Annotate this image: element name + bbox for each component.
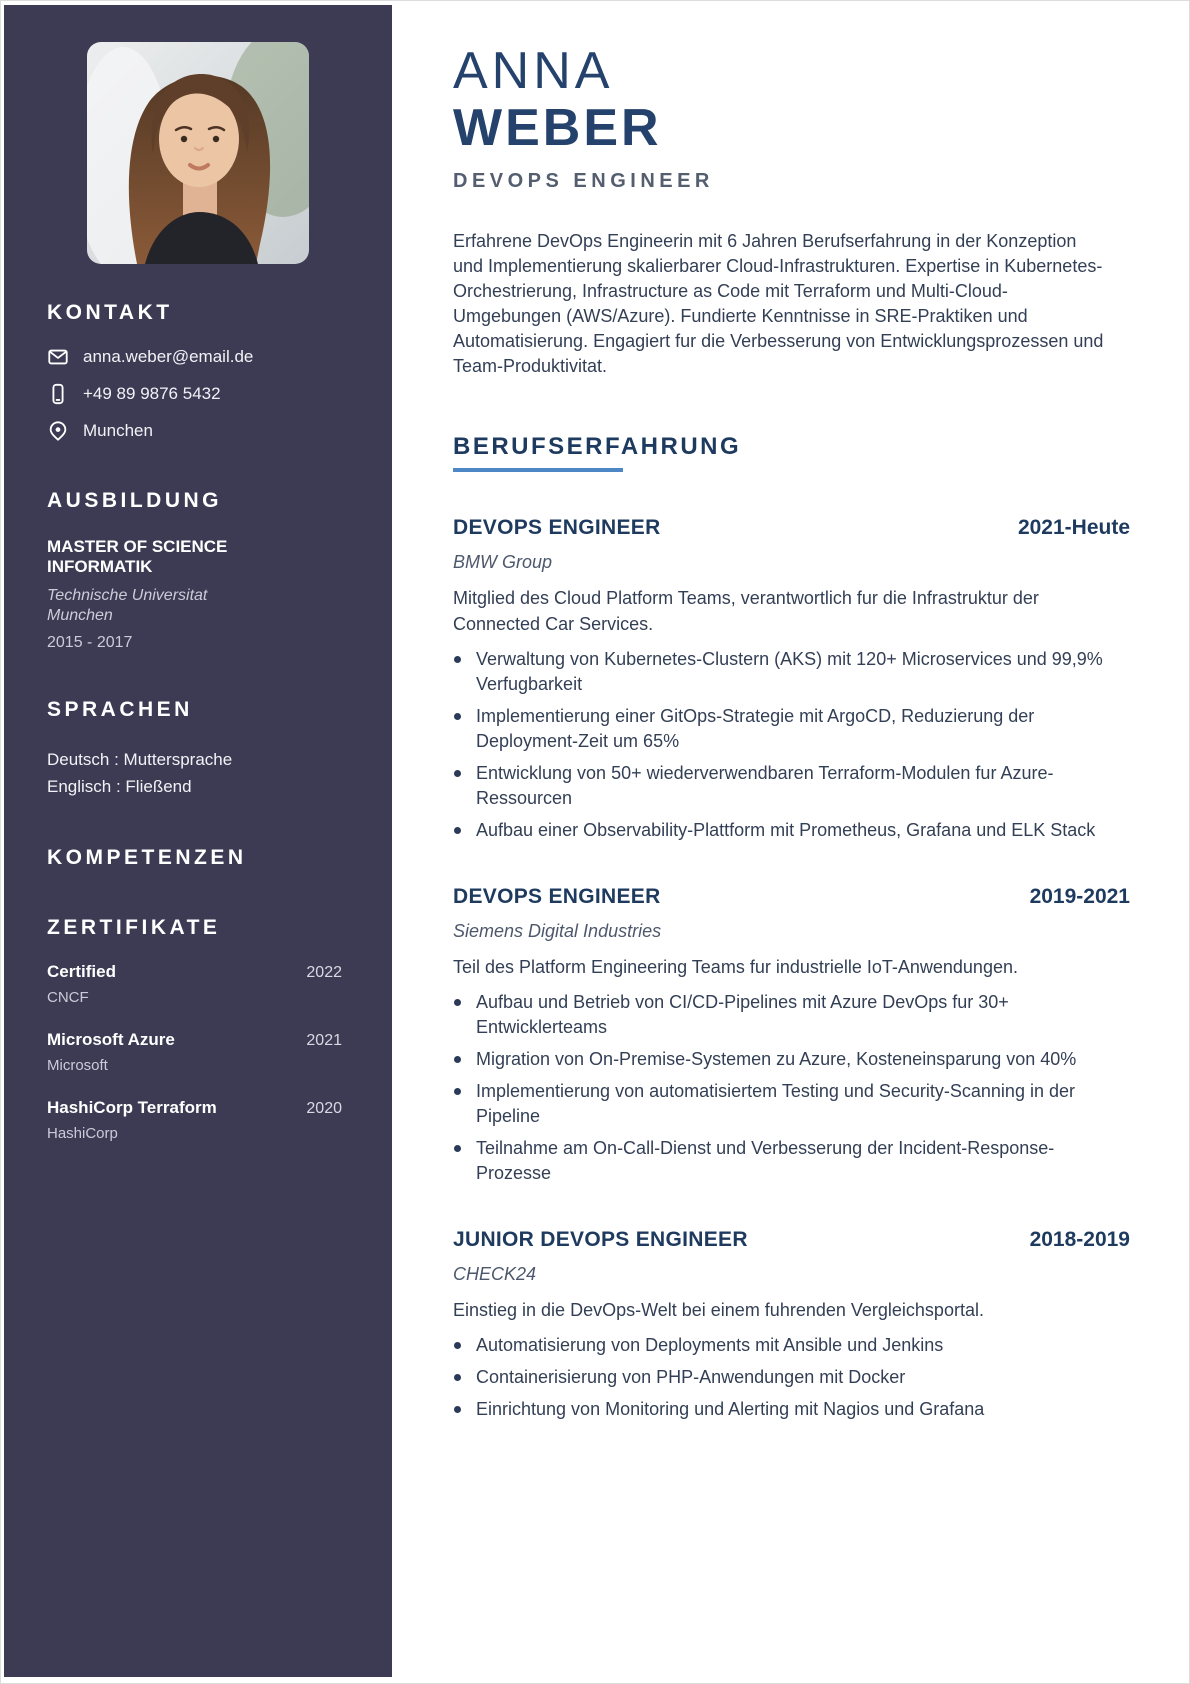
- languages-section: [47, 698, 342, 800]
- certificate-item: [47, 1030, 342, 1074]
- contact-title: KONTAKT: [47, 301, 173, 324]
- experience-section: [453, 433, 1130, 1422]
- sidebar-content: [4, 301, 392, 1182]
- job-entry: [453, 516, 1130, 843]
- job-description: Einstieg in die DevOps-Welt bei einem fuhrenden Vergleichsportal.: [453, 1300, 984, 1320]
- languages-title: SPRACHEN: [47, 698, 193, 721]
- certificates-section: [47, 916, 342, 1142]
- bullet-item: Containerisierung von PHP-Anwendungen mit Docker: [453, 1365, 1126, 1390]
- job-description: Mitglied des Cloud Platform Teams, verantwortlich fur die Infrastruktur der Connected Car Services.: [453, 588, 1039, 634]
- person-name: [453, 43, 1130, 157]
- certificates-list: [47, 962, 342, 1142]
- job-title: JUNIOR DEVOPS ENGINEER: [453, 1228, 748, 1251]
- certificate-item: [47, 962, 342, 1006]
- profile-photo-wrap: [4, 42, 392, 264]
- job-title: DEVOPS ENGINEER: [453, 516, 661, 539]
- bullet-item: Verwaltung von Kubernetes-Clustern (AKS) mit 120+ Microservices und 99,9% Verfugbarkeit: [453, 647, 1126, 697]
- person-job-title: DEVOPS ENGINEER: [453, 170, 714, 192]
- first-name: ANNA: [453, 42, 614, 100]
- certificate-name: Microsoft Azure: [47, 1030, 175, 1049]
- job-description: Teil des Platform Engineering Teams fur industrielle IoT-Anwendungen.: [453, 957, 1018, 977]
- certificate-name: HashiCorp Terraform: [47, 1098, 217, 1117]
- bullet-item: Aufbau und Betrieb von CI/CD-Pipelines mit Azure DevOps fur 30+ Entwicklerteams: [453, 990, 1126, 1040]
- contact-row-phone: [47, 382, 342, 406]
- certificate-year: 2020: [306, 1100, 342, 1117]
- competencies-section: [47, 846, 342, 870]
- job-head: [453, 516, 1130, 540]
- contact-row-location: [47, 419, 342, 443]
- main-content: [392, 5, 1186, 1677]
- language-item: Englisch : Fließend: [47, 777, 192, 796]
- competencies-title: KOMPETENZEN: [47, 846, 247, 869]
- contact-location-text: Munchen: [83, 421, 153, 440]
- education-section: [47, 489, 342, 652]
- portrait-illustration: [87, 42, 309, 264]
- job-bullets: [453, 990, 1126, 1186]
- mail-icon: [47, 346, 69, 368]
- certificate-item: [47, 1098, 342, 1142]
- contact-rows: [47, 345, 342, 443]
- bullet-item: Teilnahme am On-Call-Dienst und Verbesserung der Incident-Response-Prozesse: [453, 1136, 1126, 1186]
- job-bullets: [453, 1333, 1126, 1422]
- profile-summary: Erfahrene DevOps Engineerin mit 6 Jahren Berufserfahrung in der Konzeption und Implementierung skalierbarer Cloud-Infrastrukturen. Expertise in Kubernetes-Orchestrierung, Infrastructure as Code mit Terraform und Multi-Cloud-Umgebungen (AWS/Azure). Fundierte Kenntnisse in SRE-Praktiken und Automatisierung. Engagiert fur die Verbesserung von Entwicklungsprozessen und Team-Produktivitat.: [453, 231, 1104, 376]
- certificates-title: ZERTIFIKATE: [47, 916, 221, 939]
- bullet-item: Implementierung einer GitOps-Strategie mit ArgoCD, Reduzierung der Deployment-Zeit um 65%: [453, 704, 1126, 754]
- sidebar: [4, 5, 392, 1677]
- job-company: Siemens Digital Industries: [453, 921, 662, 941]
- bullet-item: Aufbau einer Observability-Plattform mit Prometheus, Grafana und ELK Stack: [453, 818, 1126, 843]
- bullet-item: Automatisierung von Deployments mit Ansible und Jenkins: [453, 1333, 1126, 1358]
- job-title: DEVOPS ENGINEER: [453, 885, 661, 908]
- certificate-head: [47, 1098, 342, 1118]
- job-bullets: [453, 647, 1126, 843]
- language-item: Deutsch : Muttersprache: [47, 750, 233, 769]
- certificate-head: [47, 962, 342, 982]
- education-title: AUSBILDUNG: [47, 489, 222, 512]
- contact-phone-text: +49 89 9876 5432: [83, 384, 221, 403]
- job-head: [453, 885, 1130, 909]
- certificate-year: 2021: [306, 1032, 342, 1049]
- job-entry: [453, 885, 1130, 1186]
- location-icon: [47, 420, 69, 442]
- contact-row-email: [47, 345, 342, 369]
- bullet-item: Einrichtung von Monitoring und Alerting mit Nagios und Grafana: [453, 1397, 1126, 1422]
- phone-icon: [47, 383, 69, 405]
- last-name: WEBER: [453, 99, 662, 157]
- job-company: BMW Group: [453, 552, 553, 572]
- languages-list: [47, 746, 342, 800]
- certificate-name: Certified: [47, 962, 116, 981]
- experience-title: BERUFSERFAHRUNG: [453, 433, 742, 460]
- bullet-item: Migration von On-Premise-Systemen zu Azure, Kosteneinsparung von 40%: [453, 1047, 1126, 1072]
- education-years: 2015 - 2017: [47, 634, 133, 651]
- education-entry: [47, 537, 342, 652]
- contact-email-text: anna.weber@email.de: [83, 347, 254, 366]
- certificate-year: 2022: [306, 964, 342, 981]
- job-dates: 2019-2021: [1029, 885, 1130, 908]
- contact-section: [47, 301, 342, 443]
- job-dates: 2021-Heute: [1017, 516, 1130, 539]
- bullet-item: Entwicklung von 50+ wiederverwendbaren Terraform-Modulen fur Azure-Ressourcen: [453, 761, 1126, 811]
- profile-photo: [87, 42, 309, 264]
- job-dates: 2018-2019: [1029, 1228, 1130, 1251]
- job-head: [453, 1228, 1130, 1252]
- experience-title-underline: [453, 468, 623, 472]
- certificate-issuer: Microsoft: [47, 1057, 108, 1074]
- certificate-issuer: HashiCorp: [47, 1125, 118, 1142]
- bullet-item: Implementierung von automatisiertem Testing und Security-Scanning in der Pipeline: [453, 1079, 1126, 1129]
- certificate-issuer: CNCF: [47, 989, 89, 1006]
- job-company: CHECK24: [453, 1264, 537, 1284]
- education-degree: MASTER OF SCIENCE INFORMATIK: [47, 537, 228, 576]
- education-school: Technische Universitat Munchen: [47, 587, 208, 624]
- job-entry: [453, 1228, 1130, 1422]
- certificate-head: [47, 1030, 342, 1050]
